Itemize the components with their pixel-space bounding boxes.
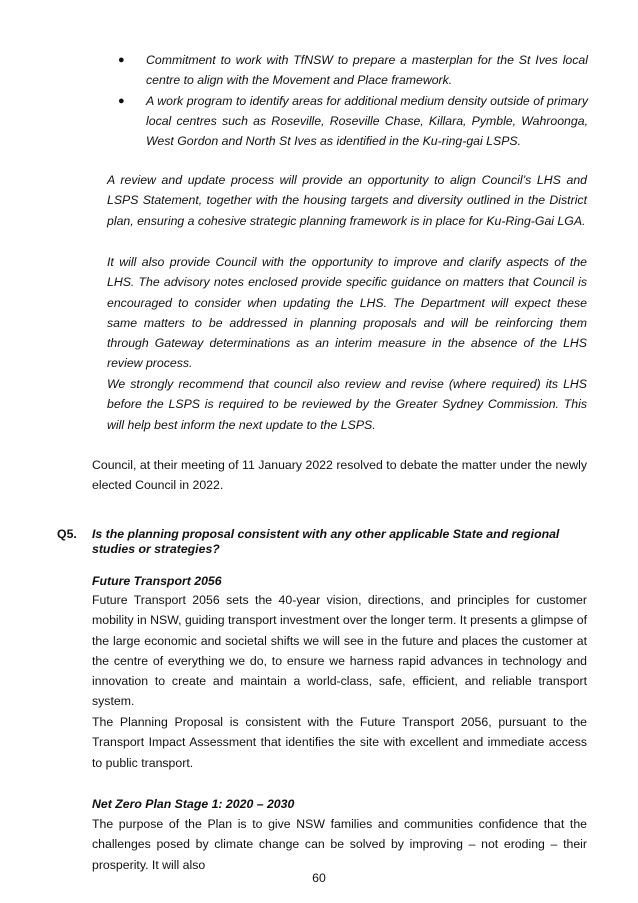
bullet-icon: ● <box>118 94 125 107</box>
bullet-item <box>118 91 588 152</box>
bullet-text: A work program to identify areas for additional medium density outside of primary local centres such as Roseville, Roseville Chase, Killara, Pymble, Wahroonga, West Gordon and North St Ives as identified in the Ku-ring-gai LSPS. <box>146 93 588 149</box>
bullet-list <box>118 50 588 151</box>
quote-paragraph: We strongly recommend that council also review and revise (where required) its LHS before the LSPS is required to be reviewed by the Greater Sydney Commission. This will help best inform the next update to the LSPS. <box>107 377 587 432</box>
page-number: 60 <box>312 871 326 885</box>
bullet-icon: ● <box>118 54 125 66</box>
section-heading: Future Transport 2056 <box>92 574 222 588</box>
question-text: Is the planning proposal consistent with any other applicable State and regional studies or strategies? <box>92 527 560 556</box>
quote-paragraph: A review and update process will provide an opportunity to align Council’s LHS and LSPS Statement, together with the housing targets and diversity outlined in the District plan, ensuring a cohesive strategic planning framework is in place for Ku-Ring-Gai LGA. <box>107 173 587 228</box>
quote-paragraph: It will also provide Council with the opportunity to improve and clarify aspects of the LHS. The advisory notes enclosed provide specific guidance on matters that Council is encouraged to consider when updating the LHS. The Department will expect these same matters to be addressed in planning proposals and will be reinforcing them through Gateway determinations as an interim measure in the absence of the LHS review process. <box>107 255 587 371</box>
bullet-item <box>118 50 588 91</box>
council-paragraph: Council, at their meeting of 11 January 2022 resolved to debate the matter under the newly elected Council in 2022. <box>92 458 587 493</box>
section-paragraph: The purpose of the Plan is to give NSW families and communities confidence that the challenges posed by climate change can be solved by improving – not eroding – their prosperity. It will also <box>92 817 587 872</box>
question-number: Q5. <box>57 527 77 541</box>
bullet-text: Commitment to work with TfNSW to prepare a masterplan for the St Ives local centre to align with the Movement and Place framework. <box>146 53 588 88</box>
section-paragraph: Future Transport 2056 sets the 40-year vision, directions, and principles for customer mobility in NSW, guiding transport investment over the longer term. It presents a glimpse of the large economic and societal shifts we will see in the future and places the customer at the centre of everything we do, to ensure we harness rapid advances in technology and innovation to create and maintain a world-class, safe, efficient, and reliable transport system. <box>92 593 587 709</box>
section-heading: Net Zero Plan Stage 1: 2020 – 2030 <box>92 797 295 811</box>
section-paragraph: The Planning Proposal is consistent with the Future Transport 2056, pursuant to the Transport Impact Assessment that identifies the site with excellent and immediate access to public transport. <box>92 715 587 770</box>
